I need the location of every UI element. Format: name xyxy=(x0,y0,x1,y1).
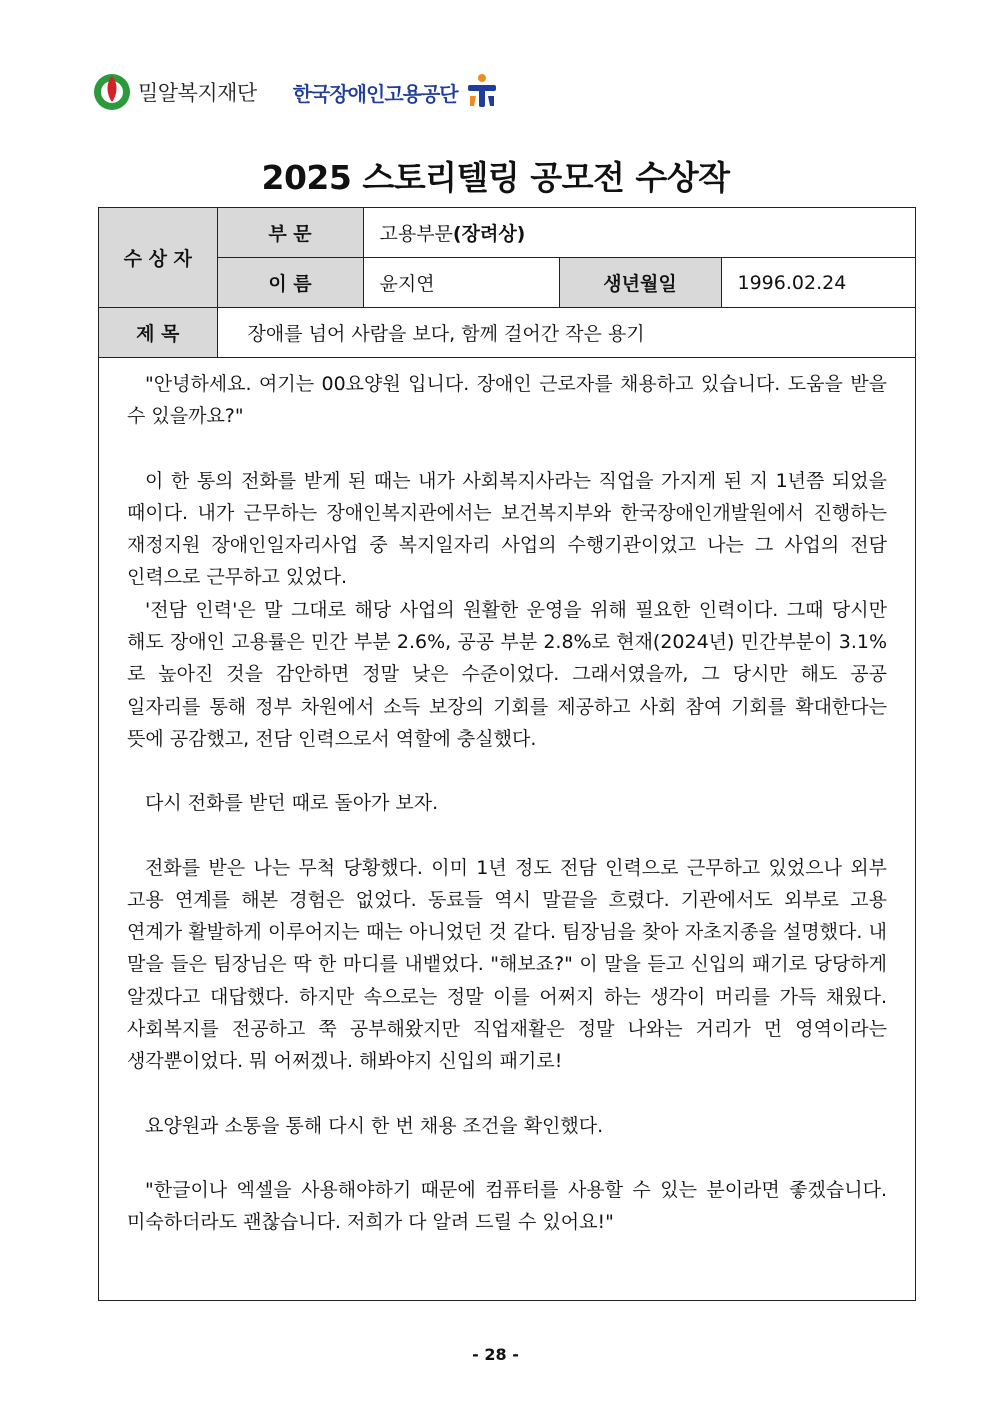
paragraph: '전담 인력'은 말 그대로 해당 사업의 원활한 운영을 위해 필요한 인력이다. 그때 당시만 해도 장애인 고용률은 민간 부분 2.6%, 공공 부분 2.8%로 현재(2024년) 민간부분이 3.1%로 높아진 것을 감안하면 정말 낮은 수준이었다. 그래서였을까, 그 당시만 해도 공공 일자리를 통해 정부 차원에서 소득 보장의 기회를 제공하고 사회 참여 기회를 확대한다는 뜻에 공감했고, 전담 인력으로서 역할에 충실했다. xyxy=(127,598,887,750)
paragraph: 다시 전화를 받던 때로 돌아가 보자. xyxy=(145,792,439,815)
birth-label: 생년월일 xyxy=(559,258,721,308)
milal-logo-icon xyxy=(92,72,132,112)
birth-value: 1996.02.24 xyxy=(721,258,915,308)
awardee-label: 수 상 자 xyxy=(99,208,217,308)
division-value xyxy=(363,208,915,258)
page-title: 2025 스토리텔링 공모전 수상작 xyxy=(261,158,730,197)
paragraph: 요양원과 소통을 통해 다시 한 번 채용 조건을 확인했다. xyxy=(145,1114,604,1137)
paragraph-gap xyxy=(127,820,887,852)
award-document xyxy=(98,207,916,1301)
story-body xyxy=(99,358,915,1239)
milal-logo xyxy=(92,72,257,112)
kead-logo-icon xyxy=(462,72,502,112)
paragraph: "한글이나 엑셀을 사용해야하기 때문에 컴퓨터를 사용할 수 있는 분이라면 좋겠습니다. 미숙하더라도 괜찮습니다. 저희가 다 알려 드릴 수 있어요!" xyxy=(127,1178,887,1234)
subject-label: 제 목 xyxy=(99,308,217,358)
header-logos xyxy=(92,70,502,114)
division-name: 고용부문 xyxy=(379,223,453,245)
paragraph-gap xyxy=(127,433,887,465)
paragraph: 전화를 받은 나는 무척 당황했다. 이미 1년 정도 전담 인력으로 근무하고 있었으나 외부 고용 연계를 해본 경험은 없었다. 동료들 역시 말끝을 흐렸다. 기관에서도 외부로 고용 연계가 활발하게 이루어지는 때는 아니었던 것 같다. 팀장님을 찾아 자초지종을 설명했다. 내 말을 들은 팀장님은 딱 한 마디를 내뱉었다. "해보죠?" 이 말을 듣고 신입의 패기로 당당하게 알겠다고 대답했다. 하지만 속으로는 정말 이를 어쩌지 하는 생각이 머리를 가득 채웠다. 사회복지를 전공하고 쭉 공부해왔지만 직업재활은 정말 나와는 거리가 먼 영역이라는 생각뿐이었다. 뭐 어쩌겠나. 해봐야지 신입의 패기로! xyxy=(127,856,887,1073)
kead-logo xyxy=(293,72,502,112)
info-table xyxy=(99,208,915,358)
name-label: 이 름 xyxy=(217,258,363,308)
name-value: 윤지연 xyxy=(363,258,559,308)
kead-logo-text: 한국장애인고용공단 xyxy=(292,81,458,106)
paragraph-gap xyxy=(127,1078,887,1110)
paragraph: 이 한 통의 전화를 받게 된 때는 내가 사회복지사라는 직업을 가지게 된 지 1년쯤 되었을 때이다. 내가 근무하는 장애인복지관에서는 보건복지부와 한국장애인개발원에서 진행하는 재정지원 장애인일자리사업 중 복지일자리 사업의 수행기관이었고 나는 그 사업의 전담 인력으로 근무하고 있었다. xyxy=(127,469,887,589)
division-prize: (장려상) xyxy=(452,223,526,245)
paragraph-gap xyxy=(127,1142,887,1174)
paragraph: "안녕하세요. 여기는 00요양원 입니다. 장애인 근로자를 채용하고 있습니다. 도움을 받을 수 있을까요?" xyxy=(127,373,887,428)
paragraph-gap xyxy=(127,755,887,787)
milal-logo-text: 밀알복지재단 xyxy=(138,81,257,105)
subject-value: 장애를 넘어 사람을 보다, 함께 걸어간 작은 용기 xyxy=(217,308,915,358)
page-number: - 28 - xyxy=(472,1345,519,1364)
division-label: 부 문 xyxy=(217,208,363,258)
